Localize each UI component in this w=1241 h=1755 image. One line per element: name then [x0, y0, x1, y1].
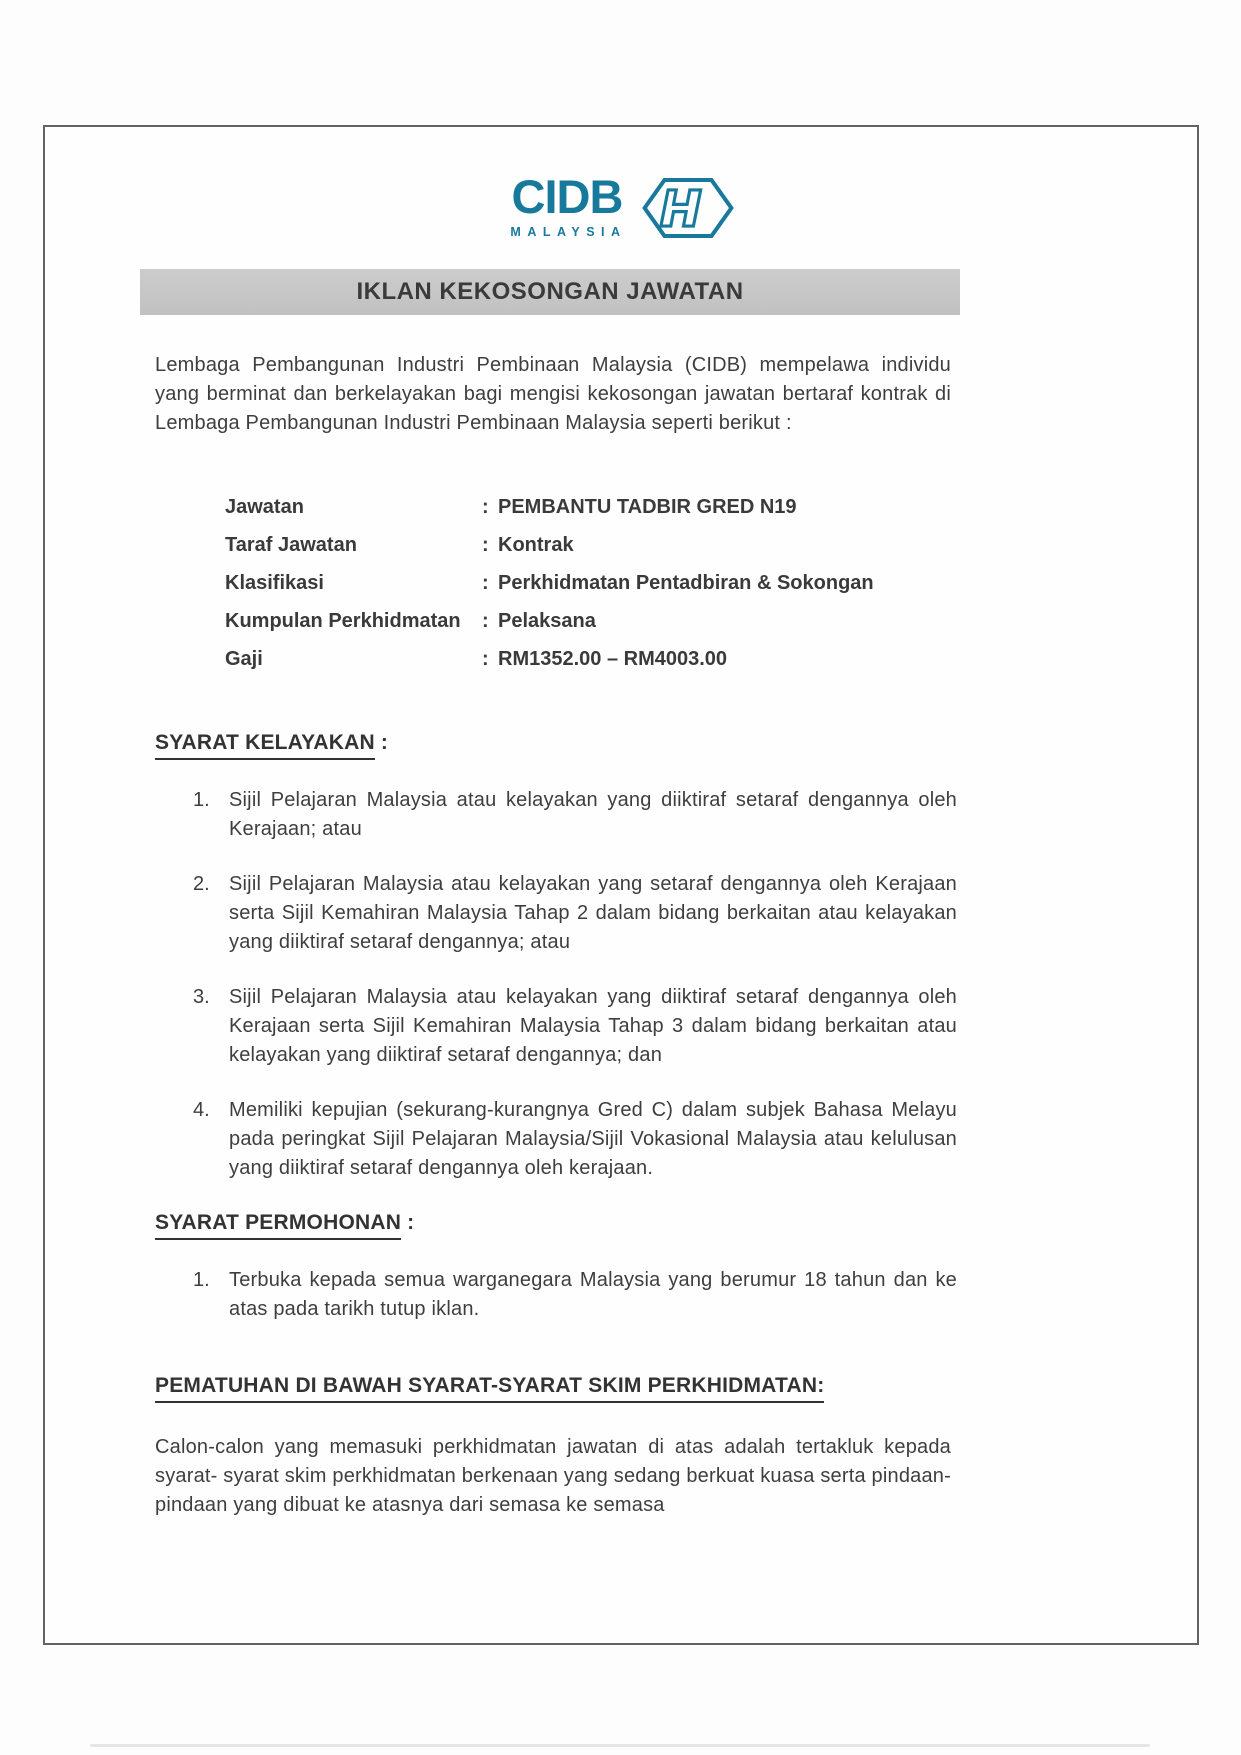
job-detail-separator: :: [482, 534, 489, 556]
job-detail-row: [225, 572, 1197, 595]
heading-suffix: :: [401, 1211, 415, 1234]
syarat-kelayakan-list: [193, 786, 1197, 1183]
list-item-text: Sijil Pelajaran Malaysia atau kelayakan yang diiktiraf setaraf dengannya oleh Kerajaan; atau: [229, 789, 957, 840]
job-detail-value: PEMBANTU TADBIR GRED N19: [498, 496, 797, 518]
closing-paragraph: Calon-calon yang memasuki perkhidmatan jawatan di atas adalah tertakluk kepada syarat- syarat skim perkhidmatan berkenaan yang sedang berkuat kuasa serta pindaan-pindaan yang dibuat ke atasnya dari semasa ke semasa: [155, 1436, 951, 1516]
cidb-malaysia-text: MALAYSIA: [510, 225, 627, 239]
job-detail-label: Jawatan: [225, 496, 304, 518]
cidb-brand-text: CIDB: [511, 170, 623, 223]
job-detail-row: [225, 610, 1197, 633]
list-item: [193, 983, 1197, 1070]
heading-suffix: :: [374, 731, 389, 754]
cidb-wordmark: [507, 170, 627, 239]
list-item: [193, 1096, 1197, 1183]
job-detail-value: Kontrak: [498, 534, 574, 556]
section-heading-pematuhan: [155, 1374, 1197, 1403]
job-detail-label: Gaji: [225, 648, 263, 670]
heading-underlined-text: SYARAT PERMOHONAN: [155, 1211, 401, 1240]
list-item-number: 4.: [193, 1099, 210, 1121]
job-detail-separator: :: [482, 648, 489, 670]
title-banner: [140, 269, 960, 315]
job-detail-separator: :: [482, 496, 489, 518]
list-item-number: 3.: [193, 986, 210, 1008]
list-item-number: 1.: [193, 789, 210, 811]
scan-artifact: [90, 1744, 1150, 1747]
intro-paragraph: Lembaga Pembangunan Industri Pembinaan Malaysia (CIDB) mempelawa individu yang berminat dan berkelayakan bagi mengisi kekosongan jawatan bertaraf kontrak di Lembaga Pembangunan Industri Pembinaan Malaysia seperti berikut :: [155, 354, 951, 434]
page-title: IKLAN KEKOSONGAN JAWATAN: [356, 278, 744, 305]
job-detail-row: [225, 496, 1197, 519]
job-detail-row: [225, 648, 1197, 671]
cidb-logo: [45, 170, 1197, 241]
section-heading-syarat-permohonan: [155, 1211, 1197, 1240]
list-item-text: Sijil Pelajaran Malaysia atau kelayakan yang diiktiraf setaraf dengannya oleh Kerajaan serta Sijil Kemahiran Malaysia Tahap 3 dalam bidang berkaitan atau kelayakan yang diiktiraf setaraf dengannya; dan: [229, 986, 957, 1066]
job-detail-label: Taraf Jawatan: [225, 534, 357, 556]
job-detail-value: Perkhidmatan Pentadbiran & Sokongan: [498, 572, 874, 594]
heading-underlined-text: PEMATUHAN DI BAWAH SYARAT-SYARAT SKIM PERKHIDMATAN:: [155, 1374, 824, 1403]
list-item-text: Sijil Pelajaran Malaysia atau kelayakan yang setaraf dengannya oleh Kerajaan serta Sijil Kemahiran Malaysia Tahap 2 dalam bidang berkaitan atau kelayakan yang diiktiraf setaraf dengannya; atau: [229, 873, 957, 953]
job-details-table: [225, 496, 1197, 671]
list-item: [193, 870, 1197, 957]
job-detail-value: Pelaksana: [498, 610, 596, 632]
list-item-text: Memiliki kepujian (sekurang-kurangnya Gred C) dalam subjek Bahasa Melayu pada peringkat Sijil Pelajaran Malaysia/Sijil Vokasional Malaysia atau kelulusan yang diiktiraf setaraf dengannya oleh kerajaan.: [229, 1099, 957, 1179]
job-detail-separator: :: [482, 610, 489, 632]
page-border-frame: [43, 125, 1199, 1645]
job-detail-label: Klasifikasi: [225, 572, 324, 594]
syarat-permohonan-list: [193, 1266, 1197, 1324]
job-detail-separator: :: [482, 572, 489, 594]
list-item-number: 2.: [193, 873, 210, 895]
job-detail-value: RM1352.00 – RM4003.00: [498, 648, 728, 670]
section-heading-syarat-kelayakan: [155, 731, 1197, 760]
list-item: [193, 786, 1197, 844]
list-item-text: Terbuka kepada semua warganegara Malaysia yang berumur 18 tahun dan ke atas pada tarikh tutup iklan.: [229, 1269, 957, 1320]
list-item-number: 1.: [193, 1269, 210, 1291]
job-detail-label: Kumpulan Perkhidmatan: [225, 610, 461, 632]
job-detail-row: [225, 534, 1197, 557]
list-item: [193, 1266, 1197, 1324]
heading-underlined-text: SYARAT KELAYAKAN: [155, 731, 375, 760]
cidb-hexagon-icon: [641, 173, 735, 241]
